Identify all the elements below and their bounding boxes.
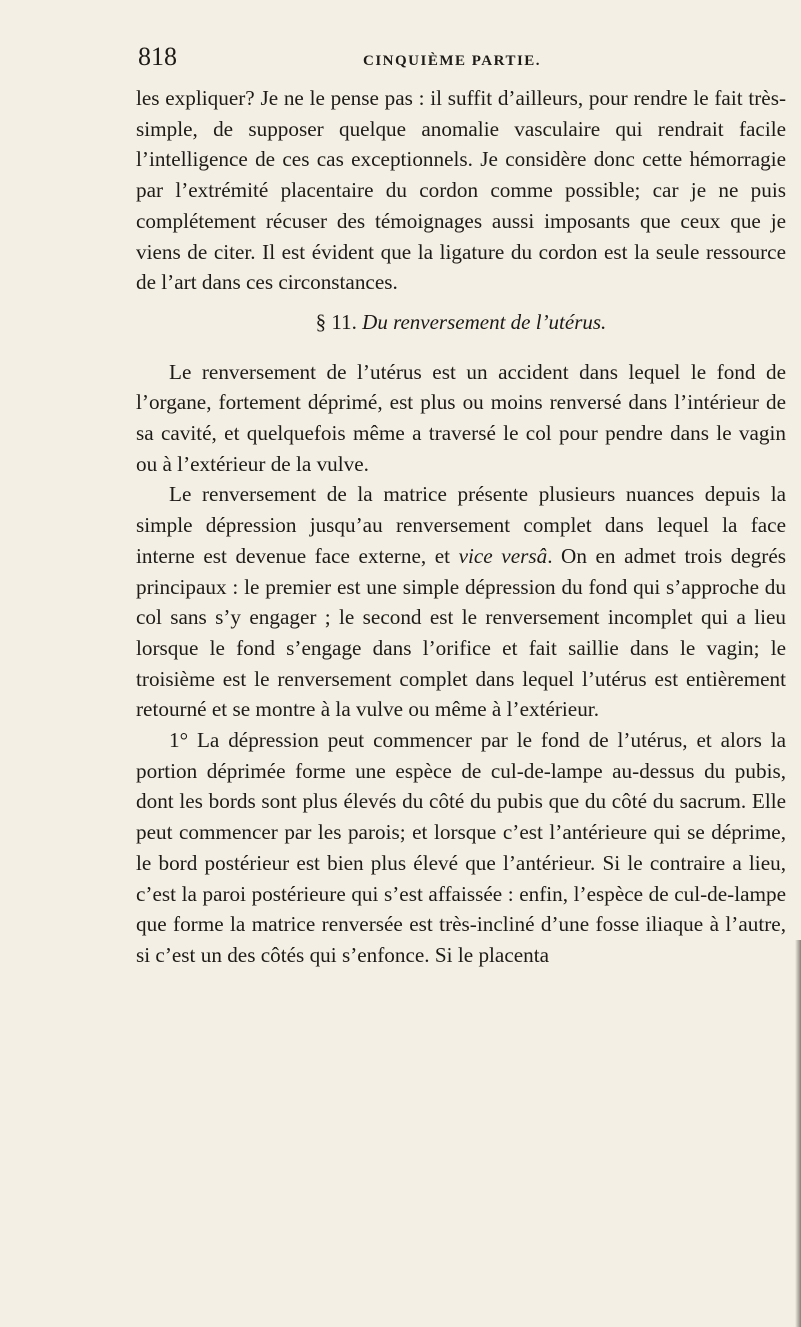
latin-phrase: vice versâ [458,543,548,568]
section-number: § 11. [315,309,357,334]
page-header [136,40,786,80]
section-title: Du renversement de l’utérus. [362,309,607,334]
section-heading [136,307,786,338]
paragraph-degrees-part2: . On en admet trois degrés principaux : le premier est une simple dépression du fond qui s’approche du col sans s’y engager ; le second est le renversement incomplet qui a lieu lorsque le fond s’engage dans l’orifice et fait saillie dans le vagin; le troisième est le renversement complet dans lequel l’utérus est entièrement retourné et se montre à la vulve ou même à l’extérieur. [136,543,786,722]
page-edge-shadow [795,940,801,1327]
running-head: CINQUIÈME PARTIE. [363,53,542,69]
paragraph-definition: Le renversement de l’utérus est un accident dans lequel le fond de l’organe, fortement déprimé, est plus ou moins renversé dans l’intérieur de sa cavité, et quelquefois même a traversé le col pour pendre dans le vagin ou à l’extérieur de la vulve. [136,359,786,476]
paragraph-degrees-part1: Le renversement de la matrice présente plusieurs nuances depuis la simple dépression jusqu’au renversement complet dans lequel la face interne est devenue face externe, et [136,482,786,568]
paragraph-continuation: les expliquer? Je ne le pense pas : il suffit d’ailleurs, pour rendre le fait très-simple, de supposer quelque anomalie vasculaire qui rendrait facile l’intelligence de ces cas exceptionnels. Je considère donc cette hémorragie par l’extrémité placentaire du cordon comme possible; car je ne puis complétement récuser des témoignages aussi imposants que ceux que je viens de citer. Il est évident que la ligature du cordon est la seule ressource de l’art dans ces circonstances. [136,86,786,295]
page-number: 818 [138,42,177,71]
book-page [136,40,786,971]
paragraph-degrees [136,479,786,725]
paragraph-depression: 1° La dépression peut commencer par le fond de l’utérus, et alors la portion déprimée forme une espèce de cul-de-lampe au-dessus du pubis, dont les bords sont plus élevés du côté du pubis que du côté du sacrum. Elle peut commencer par les parois; et lorsque c’est l’antérieure qui se déprime, le bord postérieur est bien plus élevé que l’antérieur. Si le contraire a lieu, c’est la paroi postérieure qui s’est affaissée : enfin, l’espèce de cul-de-lampe que forme la matrice renversée est très-incliné d’une fosse iliaque à l’autre, si c’est un des côtés qui s’enfonce. Si le placenta [136,728,786,967]
